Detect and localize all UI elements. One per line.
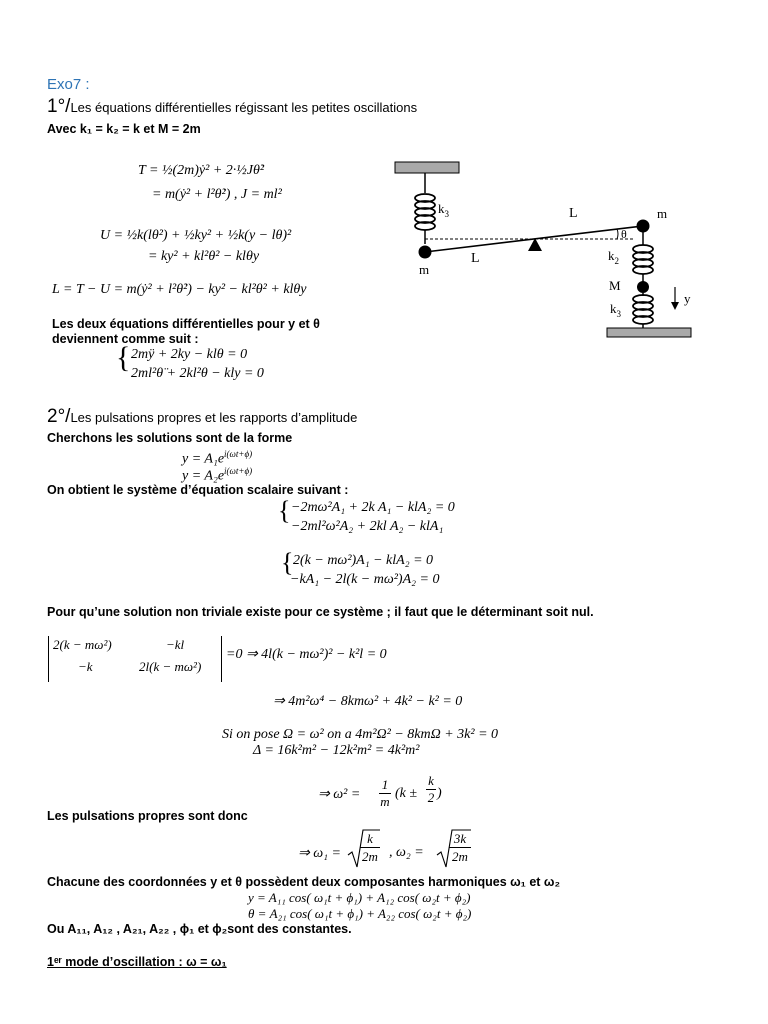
mechanical-system-figure xyxy=(385,150,715,350)
section-2-heading xyxy=(47,406,357,428)
mass-M xyxy=(637,281,649,293)
y-arrow xyxy=(671,302,679,310)
det-a12: −kl xyxy=(166,637,185,652)
omega-1-prefix: ⇒ ω₁ = xyxy=(298,846,341,861)
label-m-right: m xyxy=(657,206,668,221)
label-k3-top: $k_3$ xyxy=(438,201,449,219)
scalar-eq-2b: −kA₁ − 2l(k − mω²)A₂ = 0 xyxy=(290,572,440,587)
system-brace-3: { xyxy=(281,548,294,577)
mass-m-right xyxy=(637,220,650,233)
spring-k2 xyxy=(633,245,653,274)
constants-text: Ou A₁₁, A₁₂ , A₂₁, A₂₂ , ϕ₁ et ϕ₂sont des constantes. xyxy=(47,922,352,936)
spring-k3-top xyxy=(415,194,435,230)
section-2-number: 2°/ xyxy=(47,406,71,427)
solutions-intro: Cherchons les solutions sont de la forme xyxy=(47,431,293,445)
discriminant-line: Δ = 16k²m² − 12k²m² = 4k²m² xyxy=(253,743,420,758)
pulsations-intro: Les pulsations propres sont donc xyxy=(47,809,248,823)
label-L-bottom: L xyxy=(471,251,480,266)
equations-intro-1: Les deux équations différentielles pour y et θ xyxy=(52,317,320,331)
omega-2-den: 2m xyxy=(452,849,468,864)
omega-squared-mid: (k ± xyxy=(395,786,418,801)
omega-2-prefix: , ω₂ = xyxy=(389,845,424,860)
det-result: =0 ⇒ 4l(k − mω²)² − k²l = 0 xyxy=(226,647,387,662)
det-bar-left xyxy=(48,636,49,682)
diff-eq-2: 2ml²θ̈ + 2kl²θ − kly = 0 xyxy=(131,366,264,381)
omega-squared-prefix: ⇒ ω² = xyxy=(318,787,361,802)
label-M: M xyxy=(609,278,621,293)
y-general-solution: y = A₁₁ cos( ω₁t + ϕ₁) + A₁₂ cos( ω₂t + ϕ₂) xyxy=(248,890,471,905)
avec-line: Avec k₁ = k₂ = k et M = 2m xyxy=(47,122,201,136)
system-brace-2: { xyxy=(278,496,291,525)
potential-energy-line2: = ky² + kl²θ² − klθy xyxy=(148,249,260,264)
lagrangian-line: L = T − U = m(ẏ² + l²θ̇²) − ky² − kl²θ² + klθy xyxy=(52,282,307,297)
label-k2: $k_2$ xyxy=(608,248,619,266)
det-a21: −k xyxy=(78,659,93,674)
diff-eq-1: 2mÿ + 2ky − klθ = 0 xyxy=(131,347,248,362)
kinetic-energy-line1: T = ½(2m)ẏ² + 2·½Jθ̇² xyxy=(138,163,265,178)
section-2-title: Les pulsations propres et les rapports d’amplitude xyxy=(70,410,358,425)
section-1-heading xyxy=(47,96,417,118)
harmonic-components-text: Chacune des coordonnées y et θ possèdent deux composantes harmoniques ω₁ et ω₂ xyxy=(47,875,561,889)
omega-squared-frac-num: 1 xyxy=(379,777,391,794)
theta-general-solution: θ = A₂₁ cos( ω₁t + ϕ₁) + A₂₂ cos( ω₂t + ϕ₂) xyxy=(248,906,472,921)
scalar-eq-1b: −2ml²ω²A₂ + 2kl A₂ − klA₁ xyxy=(291,519,444,534)
mass-m-left xyxy=(419,246,432,259)
determinant-condition: Pour qu’une solution non triviale existe pour ce système ; il faut que le déterminant soit nul. xyxy=(47,605,594,619)
section-1-number: 1°/ xyxy=(47,96,71,117)
spring-k3-bottom xyxy=(633,295,653,324)
equations-intro-2: deviennent comme suit : xyxy=(52,332,199,346)
det-a22: 2l(k − mω²) xyxy=(139,659,202,674)
system-brace-1: { xyxy=(116,341,131,374)
floor-support xyxy=(607,328,691,337)
potential-energy-line1: U = ½k(lθ²) + ½ky² + ½k(y − lθ)² xyxy=(100,228,292,243)
substitution-line: Si on pose Ω = ω² on a 4m²Ω² − 8kmΩ + 3k² = 0 xyxy=(222,727,499,742)
expanded-equation: ⇒ 4m²ω⁴ − 8kmω² + 4k² − k² = 0 xyxy=(273,694,463,709)
label-y: y xyxy=(684,291,691,306)
section-1-title: Les équations différentielles régissant les petites oscillations xyxy=(70,100,418,115)
label-L-top: L xyxy=(569,206,578,221)
ceiling-support xyxy=(395,162,459,173)
det-a11: 2(k − mω²) xyxy=(53,637,112,652)
omega-squared-frac-den: m xyxy=(380,794,390,809)
det-bar-right xyxy=(221,636,222,682)
scalar-eq-1a: −2mω²A₁ + 2k A₁ − klA₂ = 0 xyxy=(291,500,455,515)
omega-squared-end: ) xyxy=(437,786,442,801)
omega-2-num: 3k xyxy=(449,831,471,848)
first-mode-heading: 1ᵉʳ mode d’oscillation : ω = ω₁ xyxy=(47,955,227,969)
exercise-title: Exo7 : xyxy=(47,76,90,93)
label-m-left: m xyxy=(419,262,430,277)
y-solution-form: $y = A_1e^{i(\omega t+\phi)}$ xyxy=(182,449,253,467)
omega-squared-k: k xyxy=(426,773,436,790)
omega-1-den: 2m xyxy=(362,849,378,864)
omega-1-num: k xyxy=(360,831,380,848)
y2-solution-form: $y = A_2e^{i(\omega t+\phi)}$ xyxy=(182,466,253,484)
scalar-system-intro: On obtient le système d’équation scalaire suivant : xyxy=(47,483,349,497)
scalar-eq-2a: 2(k − mω²)A₁ − klA₂ = 0 xyxy=(293,553,434,568)
label-k3-bottom: $k_3$ xyxy=(610,301,621,319)
label-theta: θ xyxy=(621,227,627,241)
kinetic-energy-line2: = m(ẏ² + l²θ̇²) , J = ml² xyxy=(152,187,282,202)
omega-squared-2: 2 xyxy=(427,790,435,805)
